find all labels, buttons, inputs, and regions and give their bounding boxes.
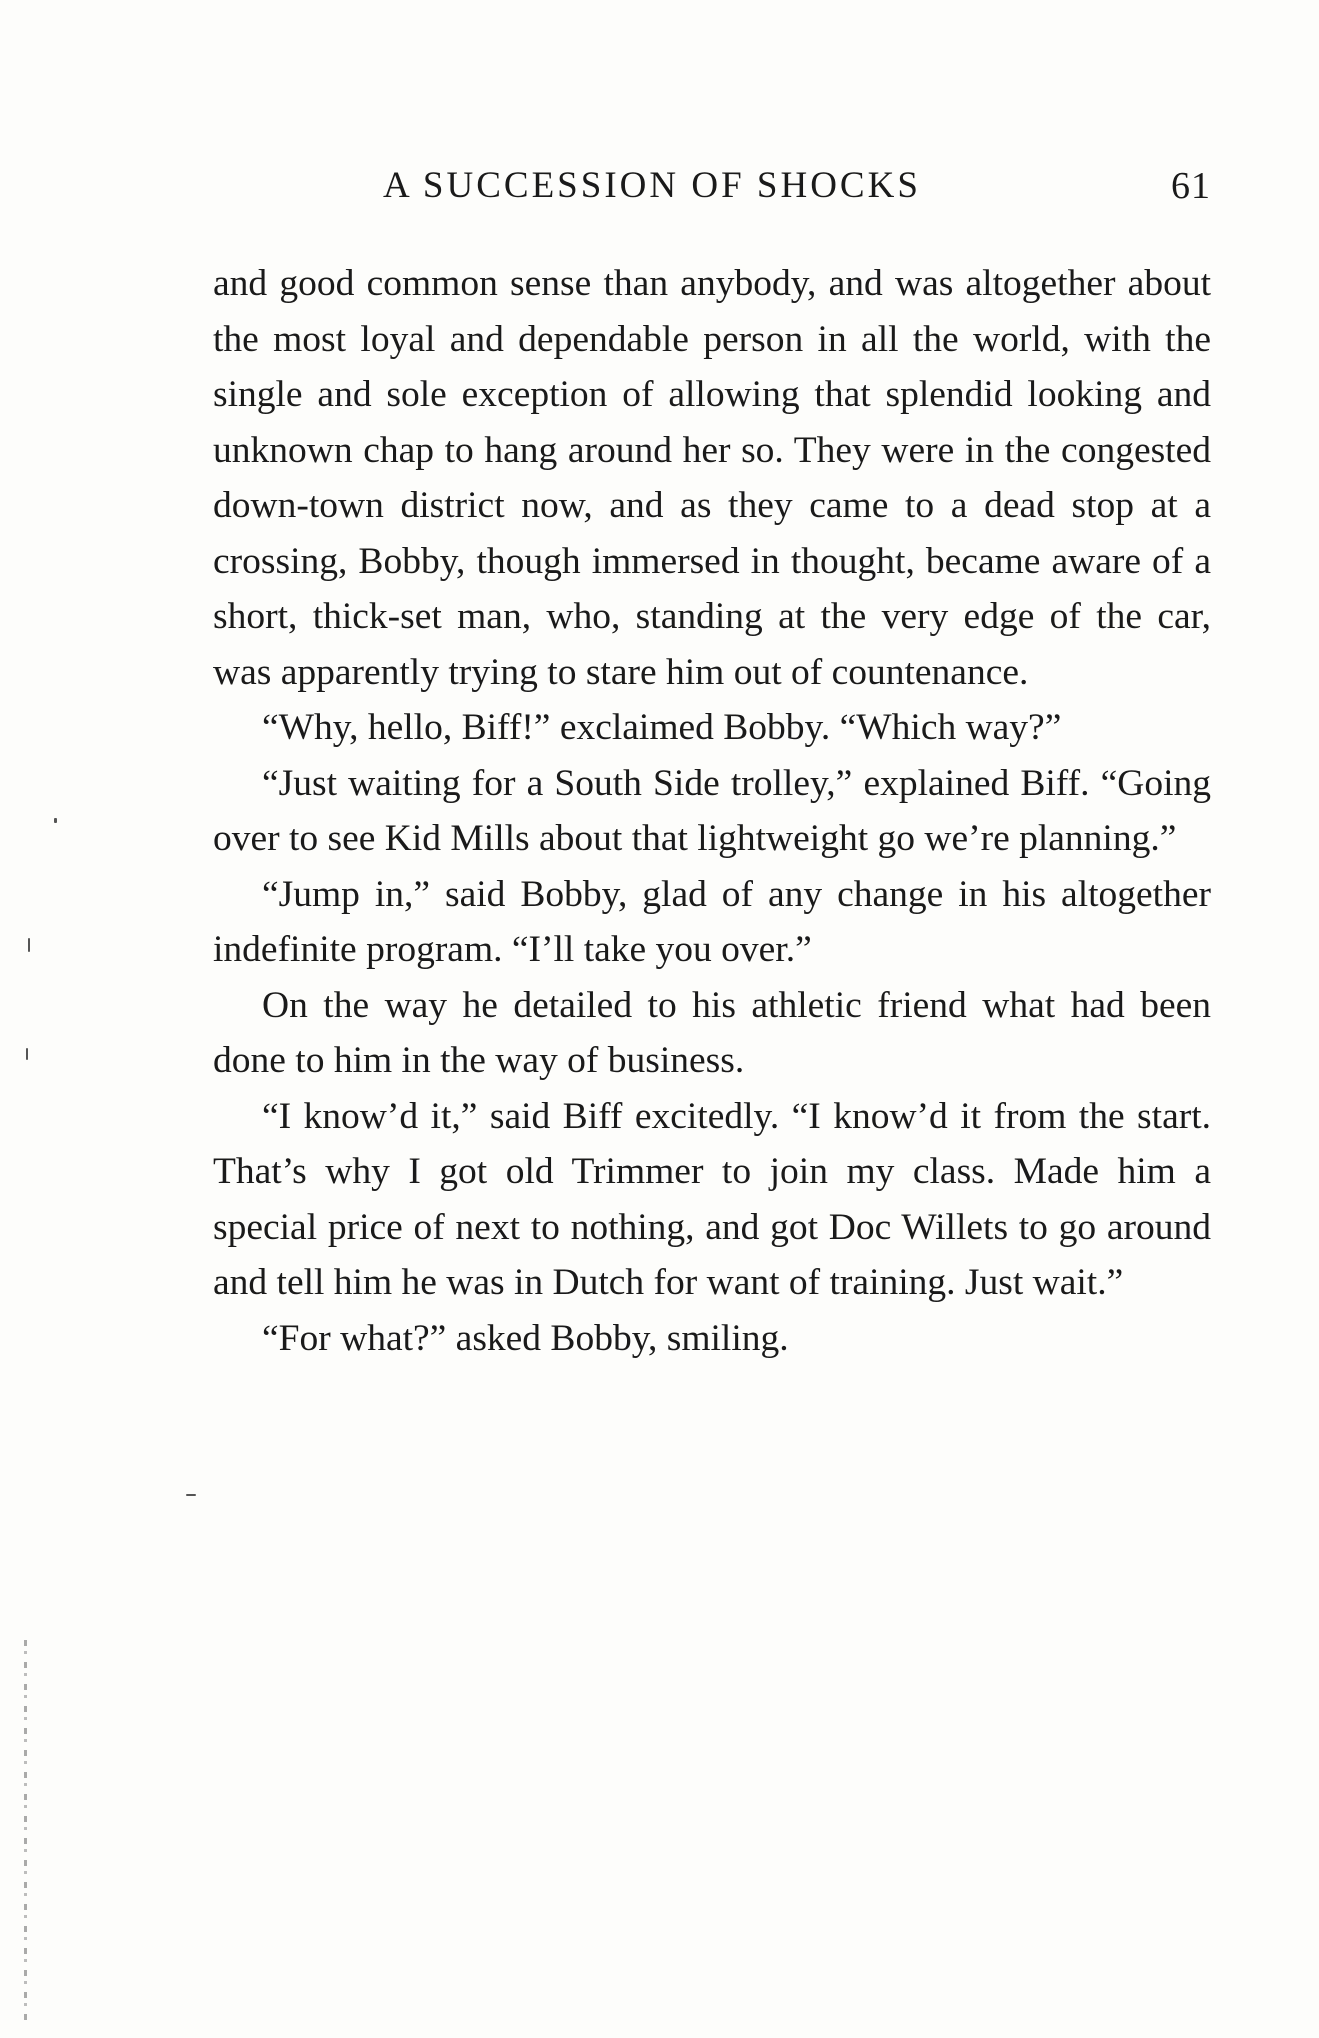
scan-speck: [186, 1494, 196, 1496]
scan-speck: [26, 1048, 28, 1060]
body-text: [213, 256, 1211, 1366]
paragraph-continuation: and good common sense than anybody, and was altogether about the most loyal and dependable person in all the world, with the single and sole exception of allowing that splendid looking and unknown chap to hang around her so. They were in the congested down-town district now, and as they came to a dead stop at a crossing, Bobby, though immersed in thought, became aware of a short, thick-set man, who, standing at the very edge of the car, was apparently trying to stare him out of countenance.: [213, 263, 1211, 693]
scan-speck: [54, 818, 57, 823]
page-number: 61: [1171, 165, 1211, 207]
paragraph: “Jump in,” said Bobby, glad of any change in his altogether indefinite program. “I’ll take you over.”: [213, 873, 1211, 970]
paragraph: “Why, hello, Biff!” exclaimed Bobby. “Which way?”: [262, 707, 1062, 748]
paragraph: “For what?” asked Bobby, smiling.: [262, 1317, 789, 1359]
scan-gutter-shadow: [24, 1640, 27, 2020]
running-head: [213, 164, 1211, 220]
paragraph: “I know’d it,” said Biff excitedly. “I know’d it from the start. That’s why I got old Trimmer to join my class. Made him a special price of next to nothing, and got Doc Willets to go around and tell him he was in Dutch for want of training. Just wait.”: [213, 1095, 1211, 1303]
running-title: A SUCCESSION OF SHOCKS: [383, 165, 921, 206]
scan-speck: [28, 938, 30, 952]
paragraph: On the way he detailed to his athletic friend what had been done to him in the way of business.: [213, 984, 1211, 1081]
paragraph: “Just waiting for a South Side trolley,” explained Biff. “Going over to see Kid Mills about that lightweight go we’re planning.”: [213, 762, 1211, 859]
